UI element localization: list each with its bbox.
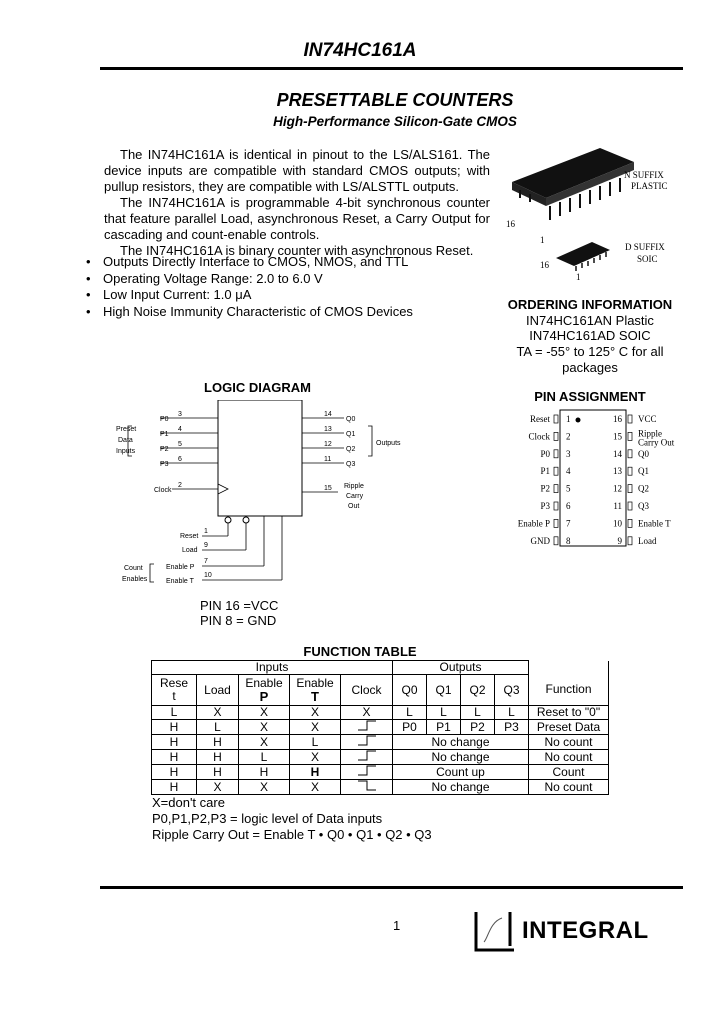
function-table-notes xyxy=(152,795,432,843)
pin-name-left: Reset xyxy=(530,414,550,424)
input-label: P1 xyxy=(160,431,169,438)
function-cell: Preset Data xyxy=(529,720,609,735)
load-pin: 9 xyxy=(204,542,208,549)
package-illustration xyxy=(500,140,700,280)
table-row xyxy=(152,765,609,780)
pin-number-right: 14 xyxy=(613,448,622,459)
pin16-note xyxy=(200,598,320,628)
header-rule xyxy=(100,67,683,70)
brand-name: INTEGRAL xyxy=(522,917,649,944)
pin16-vcc: PIN 16 =VCC xyxy=(200,598,279,613)
rising-edge-icon xyxy=(356,735,378,746)
table-cell: No change xyxy=(393,780,529,795)
preset-label: Data xyxy=(118,437,133,444)
d-suffix-label: D SUFFIX xyxy=(625,242,665,252)
inputs-header: Inputs xyxy=(152,661,393,675)
pin-lead xyxy=(628,432,632,440)
table-cell: X xyxy=(290,706,341,720)
table-cell: X xyxy=(290,780,341,795)
pin-number-right: 10 xyxy=(613,518,622,529)
n-suffix-type: PLASTIC xyxy=(631,181,668,191)
input-pin: 3 xyxy=(178,411,182,418)
enable-p-pin: 7 xyxy=(204,558,208,565)
table-cell: L xyxy=(197,720,239,735)
table-cell: H xyxy=(290,765,341,780)
pin-lead xyxy=(628,467,632,475)
pin-lead xyxy=(554,537,558,545)
pin-number-right: 12 xyxy=(613,483,622,494)
table-cell: L xyxy=(393,706,427,720)
table-cell xyxy=(341,780,393,795)
table-cell: No change xyxy=(393,750,529,765)
table-cell: L xyxy=(461,706,495,720)
description-paragraph: The IN74HC161A is programmable 4-bit synchronous counter that feature parallel Load, asynchronous Reset, a Carry Output for cascading and count-enable controls. xyxy=(104,195,490,242)
falling-edge-icon xyxy=(356,780,378,791)
pin-name-right: VCC xyxy=(638,414,657,424)
table-cell: H xyxy=(197,735,239,750)
preset-label: Preset xyxy=(116,426,137,433)
pin-lead xyxy=(554,502,558,510)
input-label: P2 xyxy=(160,446,169,453)
page-number: 1 xyxy=(393,918,401,933)
function-table xyxy=(151,660,609,795)
pin8-gnd: PIN 8 = GND xyxy=(200,613,277,628)
table-cell: X xyxy=(239,706,290,720)
output-label: Q2 xyxy=(346,446,356,453)
integral-logo-icon xyxy=(474,910,516,952)
pin-number-right: 9 xyxy=(617,535,622,546)
table-cell: L xyxy=(239,750,290,765)
pin-name-right: Carry Out xyxy=(638,437,675,448)
description xyxy=(104,147,490,259)
table-cell: H xyxy=(152,750,197,765)
clock-label: Clock xyxy=(154,487,172,494)
table-cell: P2 xyxy=(461,720,495,735)
table-row xyxy=(152,720,609,735)
pin-number-right: 15 xyxy=(613,431,622,442)
count-enables-label: Enables xyxy=(122,576,148,583)
pin-lead xyxy=(628,502,632,510)
feature-item: • Low Input Current: 1.0 μA xyxy=(86,287,506,304)
page-subtitle: High-Performance Silicon-Gate CMOS xyxy=(273,114,517,129)
soic-pin16-label: 16 xyxy=(540,260,549,270)
pin-number-left: 2 xyxy=(566,431,571,442)
pin-lead xyxy=(554,432,558,440)
table-cell: X xyxy=(239,720,290,735)
table-cell xyxy=(341,750,393,765)
pin-name-right: Load xyxy=(638,535,657,546)
table-cell: L xyxy=(427,706,461,720)
input-label: P0 xyxy=(160,416,169,423)
page-title: PRESETTABLE COUNTERS xyxy=(276,90,514,110)
pin-name-left: Enable P xyxy=(517,518,550,529)
column-header: Q1 xyxy=(427,675,461,706)
table-cell: H xyxy=(152,720,197,735)
ordering-line: packages xyxy=(562,360,618,375)
pin-number-right: 13 xyxy=(613,466,622,477)
ripple-label: Out xyxy=(348,503,360,510)
table-row xyxy=(152,735,609,750)
output-pin: 12 xyxy=(324,441,332,448)
preset-label: Inputs xyxy=(116,448,136,455)
reset-label: Reset xyxy=(180,533,199,540)
soic-pin1-label: 1 xyxy=(576,272,581,280)
pin-name-left: P0 xyxy=(540,448,550,459)
dip-pin16-label: 16 xyxy=(506,219,515,229)
note-line: X=don't care xyxy=(152,795,225,810)
column-header: Function xyxy=(529,675,609,706)
table-cell xyxy=(341,720,393,735)
table-row xyxy=(152,780,609,795)
column-header: Q2 xyxy=(461,675,495,706)
column-header: Clock xyxy=(341,675,393,706)
table-cell: H xyxy=(152,780,197,795)
ripple-label: Ripple xyxy=(344,483,364,490)
logic-diagram-title: LOGIC DIAGRAM xyxy=(204,380,311,395)
note-line: P0,P1,P2,P3 = logic level of Data inputs xyxy=(152,811,383,826)
pin-number-left: 5 xyxy=(566,483,571,494)
pin-number-left: 8 xyxy=(566,535,571,546)
table-cell: P3 xyxy=(495,720,529,735)
pin-number-left: 4 xyxy=(566,466,571,477)
pin-name-right: Q0 xyxy=(638,448,649,459)
d-suffix-type: SOIC xyxy=(637,254,658,264)
input-pin: 4 xyxy=(178,426,182,433)
feature-item: • High Noise Immunity Characteristic of CMOS Devices xyxy=(86,304,506,321)
rising-edge-icon xyxy=(356,720,378,731)
enable-t-label: Enable T xyxy=(166,578,194,585)
table-cell: Count up xyxy=(393,765,529,780)
function-cell: Reset to "0" xyxy=(529,706,609,720)
table-row xyxy=(152,706,609,720)
outputs-label: Outputs xyxy=(376,440,401,447)
pin-lead xyxy=(554,485,558,493)
output-label: Q1 xyxy=(346,431,356,438)
ripple-label: Carry xyxy=(346,493,364,500)
ordering-line: IN74HC161AD SOIC xyxy=(529,328,651,343)
reset-pin: 1 xyxy=(204,528,208,535)
table-cell: H xyxy=(152,735,197,750)
table-cell: X xyxy=(290,720,341,735)
table-cell: X xyxy=(239,735,290,750)
pin-number-right: 16 xyxy=(613,414,622,424)
feature-list xyxy=(86,254,506,320)
description-paragraph: The IN74HC161A is identical in pinout to the LS/ALS161. The device inputs are compatible with standard CMOS outputs; with pullup resistors, they are compatible with LS/ALSTTL outputs. xyxy=(104,147,490,194)
column-header: Load xyxy=(197,675,239,706)
function-cell: No count xyxy=(529,780,609,795)
rising-edge-icon xyxy=(356,750,378,761)
n-suffix-label: N SUFFIX xyxy=(624,170,664,180)
output-label: Q3 xyxy=(346,461,356,468)
table-cell: X xyxy=(197,780,239,795)
pin-name-right: Q2 xyxy=(638,483,649,494)
doc-part-number: IN74HC161A xyxy=(303,40,417,61)
table-cell: L xyxy=(495,706,529,720)
output-label: Q0 xyxy=(346,416,356,423)
table-cell: P1 xyxy=(427,720,461,735)
pin-name-left: P1 xyxy=(540,466,550,477)
table-cell: X xyxy=(239,780,290,795)
table-cell xyxy=(341,765,393,780)
table-cell: X xyxy=(290,750,341,765)
pin-name-right: Ripple xyxy=(638,428,662,439)
pin-name-left: Clock xyxy=(528,431,550,442)
note-line: Ripple Carry Out = Enable T • Q0 • Q1 • Q2 • Q3 xyxy=(152,827,432,842)
pin-number-left: 7 xyxy=(566,518,571,529)
input-pin: 5 xyxy=(178,441,182,448)
pin-assignment-title: PIN ASSIGNMENT xyxy=(534,389,646,404)
clock-pin: 2 xyxy=(178,482,182,489)
table-cell: H xyxy=(152,765,197,780)
pin-lead xyxy=(628,485,632,493)
load-label: Load xyxy=(182,547,198,554)
pin-number-right: 11 xyxy=(613,501,622,511)
pin-number-left: 1 xyxy=(566,414,571,424)
feature-item: • Outputs Directly Interface to CMOS, NMOS, and TTL xyxy=(86,254,506,271)
pin-name-right: Enable T xyxy=(638,518,671,529)
logic-diagram xyxy=(110,400,410,600)
function-table-title: FUNCTION TABLE xyxy=(303,644,417,659)
pin-lead xyxy=(628,415,632,423)
ordering-title: ORDERING INFORMATION xyxy=(507,297,673,312)
feature-item: • Operating Voltage Range: 2.0 to 6.0 V xyxy=(86,271,506,288)
output-pin: 13 xyxy=(324,426,332,433)
count-enables-label: Count xyxy=(124,565,143,572)
pin-name-left: GND xyxy=(530,535,550,546)
table-cell: H xyxy=(239,765,290,780)
table-cell: L xyxy=(152,706,197,720)
output-pin: 14 xyxy=(324,411,332,418)
pin-number-left: 3 xyxy=(566,448,571,459)
table-cell: X xyxy=(341,706,393,720)
outputs-header: Outputs xyxy=(393,661,529,675)
pin-name-left: P2 xyxy=(540,483,550,494)
enable-p-label: Enable P xyxy=(166,564,195,571)
pin-lead xyxy=(554,415,558,423)
table-cell: H xyxy=(197,765,239,780)
function-cell: Count xyxy=(529,765,609,780)
input-pin: 6 xyxy=(178,456,182,463)
footer-rule xyxy=(100,886,683,889)
column-header: Q0 xyxy=(393,675,427,706)
table-cell xyxy=(341,735,393,750)
pin-name-right: Q1 xyxy=(638,466,649,477)
pin-number-left: 6 xyxy=(566,501,571,511)
output-pin: 11 xyxy=(324,456,332,463)
rising-edge-icon xyxy=(356,765,378,776)
input-label: P3 xyxy=(160,461,169,468)
pin-lead xyxy=(554,467,558,475)
pin-name-right: Q3 xyxy=(638,501,649,511)
pin-lead xyxy=(628,519,632,527)
ripple-pin: 15 xyxy=(324,485,332,492)
pin-lead xyxy=(554,519,558,527)
function-cell: No count xyxy=(529,735,609,750)
table-cell: H xyxy=(197,750,239,765)
description-paragraph: The IN74HC161A is binary counter with asynchronous Reset. xyxy=(120,243,474,258)
table-cell: L xyxy=(290,735,341,750)
pin-lead xyxy=(554,450,558,458)
table-row xyxy=(152,750,609,765)
pin-assignment-diagram xyxy=(500,408,700,548)
pin-lead xyxy=(628,537,632,545)
enable-t-pin: 10 xyxy=(204,572,212,579)
function-cell: No count xyxy=(529,750,609,765)
column-header: Rese t xyxy=(152,675,197,706)
column-header: Q3 xyxy=(495,675,529,706)
column-header: Enable P xyxy=(239,675,290,706)
dip-pin1-label: 1 xyxy=(540,235,545,245)
ordering-line: IN74HC161AN Plastic xyxy=(526,313,654,328)
table-cell: X xyxy=(197,706,239,720)
pin-lead xyxy=(628,450,632,458)
column-header: Enable T xyxy=(290,675,341,706)
table-cell: No change xyxy=(393,735,529,750)
pin-name-left: P3 xyxy=(540,501,550,511)
table-cell: P0 xyxy=(393,720,427,735)
ordering-line: TA = -55° to 125° C for all xyxy=(516,344,664,359)
